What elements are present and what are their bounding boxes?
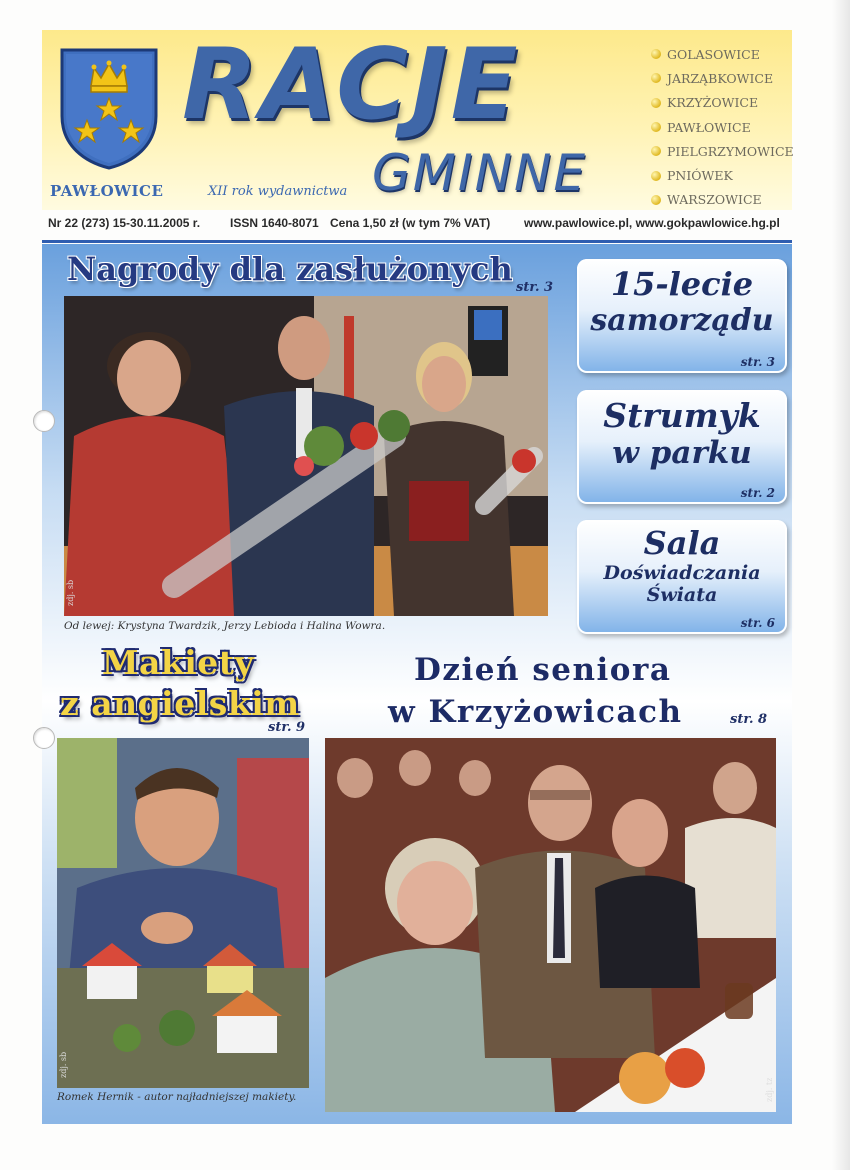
bullet-icon xyxy=(651,73,661,83)
makiety-headline-line2[interactable]: z angielskim xyxy=(60,684,300,723)
teaser-page-ref: str. 3 xyxy=(740,355,775,369)
boy-with-model-photo xyxy=(57,738,309,1088)
teaser-page-ref: str. 6 xyxy=(740,616,775,630)
masthead-subtitle: GMINNE xyxy=(372,144,588,202)
masthead-year: XII rok wydawnictwa xyxy=(208,184,348,199)
village-item: PNIÓWEK xyxy=(651,163,794,187)
bullet-icon xyxy=(651,122,661,132)
coat-of-arms-icon xyxy=(58,46,160,170)
issue-number: Nr 22 (273) 15-30.11.2005 r. xyxy=(48,216,201,230)
teaser-title-line1: Strumyk xyxy=(603,396,761,435)
masthead xyxy=(42,30,792,210)
seniors-headline-line2[interactable]: w Krzyżowicach xyxy=(388,694,683,730)
teaser-title-line3: Świata xyxy=(646,584,718,606)
award-ceremony-illustration xyxy=(64,296,548,616)
photo-credit: zdj. sb xyxy=(59,1051,68,1078)
bullet-icon xyxy=(651,146,661,156)
bullet-icon xyxy=(651,171,661,181)
makiety-headline-line1[interactable]: Makiety xyxy=(102,643,255,682)
teaser-title-line2: Doświadczania xyxy=(603,562,761,584)
price: Cena 1,50 zł (w tym 7% VAT) xyxy=(330,216,491,230)
seniors-headline-line1[interactable]: Dzień seniora xyxy=(414,652,672,688)
main-photo-caption: Od lewej: Krystyna Twardzik, Jerzy Lebioda i Halina Wowra. xyxy=(64,620,386,632)
issue-info-line xyxy=(48,216,790,236)
teaser-box-anniversary[interactable] xyxy=(577,259,787,373)
boy-with-model-illustration xyxy=(57,738,309,1088)
masthead-title: RACJE xyxy=(182,28,521,142)
teaser-page-ref: str. 2 xyxy=(740,486,775,500)
photo-credit: zdj. sb xyxy=(66,579,75,606)
websites-link[interactable]: www.pawlowice.pl, www.gokpawlowice.hg.pl xyxy=(524,216,780,230)
seniors-day-photo xyxy=(325,738,776,1112)
village-item: WARSZOWICE xyxy=(651,188,794,212)
photo-credit: zdj. tz xyxy=(765,1077,774,1102)
issn: ISSN 1640-8071 xyxy=(230,216,319,230)
village-item: PAWŁOWICE xyxy=(651,115,794,139)
bullet-icon xyxy=(651,49,661,59)
makiety-page-ref: str. 9 xyxy=(268,720,306,735)
village-list xyxy=(651,42,794,212)
page-edge-shadow xyxy=(832,0,850,1170)
village-item: KRZYŻOWICE xyxy=(651,91,794,115)
main-page-ref: str. 3 xyxy=(516,280,554,295)
masthead-town: PAWŁOWICE xyxy=(50,182,164,200)
teaser-title-line2: w parku xyxy=(612,435,752,471)
seniors-page-ref: str. 8 xyxy=(730,712,768,727)
award-ceremony-photo xyxy=(64,296,548,616)
punch-hole xyxy=(33,727,55,749)
teaser-box-stream[interactable] xyxy=(577,390,787,504)
punch-hole xyxy=(33,410,55,432)
village-item: GOLASOWICE xyxy=(651,42,794,66)
village-item: PIELGRZYMOWICE xyxy=(651,139,794,163)
makiety-photo-caption: Romek Hernik - autor najładniejszej makiety. xyxy=(57,1091,297,1103)
teaser-title-line1: Sala xyxy=(643,524,721,562)
teaser-title-line2: samorządu xyxy=(590,303,774,338)
teaser-title-line1: 15-lecie xyxy=(610,265,754,303)
teaser-box-hall[interactable] xyxy=(577,520,787,634)
divider xyxy=(42,240,792,243)
bullet-icon xyxy=(651,195,661,205)
seniors-day-illustration xyxy=(325,738,776,1112)
main-headline[interactable]: Nagrody dla zasłużonych xyxy=(67,250,513,288)
village-item: JARZĄBKOWICE xyxy=(651,66,794,90)
bullet-icon xyxy=(651,98,661,108)
